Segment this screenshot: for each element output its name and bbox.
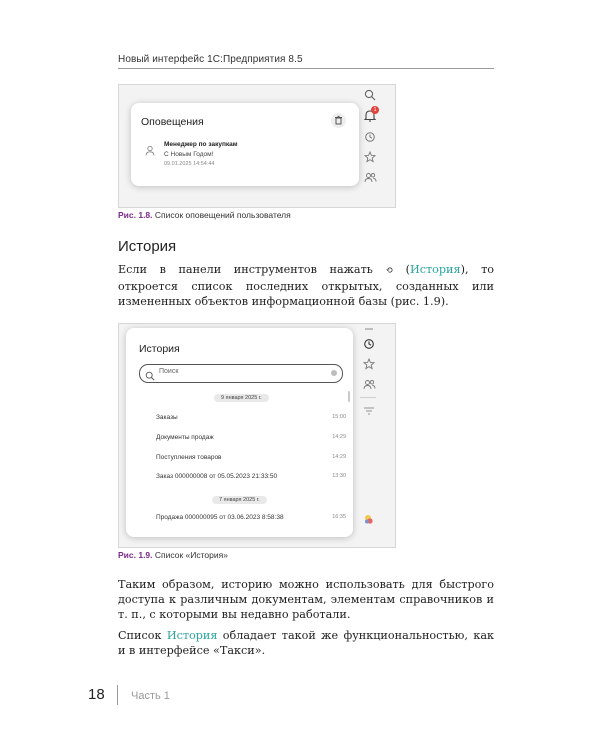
header-rule xyxy=(118,68,494,69)
notification-badge: 1 xyxy=(371,106,379,114)
paragraph-2: Таким образом, историю можно использовать для быстрого доступа к различным документам, элементам справочников и т. п., с которыми вы недавно работали. xyxy=(118,578,494,621)
panel-title: Оповещения xyxy=(141,116,204,128)
history-item-name: Продажа 000000095 от 03.06.2023 8:58:38 xyxy=(156,514,284,521)
paragraph-text: обладает такой же функциональностью, как и в интерфейсе «Такси». xyxy=(118,629,494,657)
notification-datetime: 09.01.2025 14:54:44 xyxy=(164,161,215,167)
figure-notifications xyxy=(118,84,396,208)
caption-text: Список оповещений пользователя xyxy=(152,210,291,220)
figure-caption-1 xyxy=(118,210,291,220)
search-icon[interactable] xyxy=(363,89,377,104)
history-item-time: 14:29 xyxy=(332,434,346,440)
history-item-name: Документы продаж xyxy=(156,434,214,441)
notifications-panel xyxy=(131,103,359,186)
trash-icon[interactable] xyxy=(331,113,346,128)
search-input-placeholder: Поиск xyxy=(159,368,179,375)
caption-label: Рис. 1.9. xyxy=(118,550,153,560)
star-icon[interactable] xyxy=(362,358,376,373)
notification-message: С Новым Годом! xyxy=(164,151,214,158)
history-inline-icon: ⟲ xyxy=(385,266,393,276)
user-icon xyxy=(145,143,155,161)
figure-history xyxy=(118,323,396,548)
panel-title: История xyxy=(139,343,180,355)
search-icon xyxy=(145,368,155,386)
history-item-name: Заказ 000000008 от 05.05.2023 21:33:50 xyxy=(156,473,278,480)
history-item-name: Заказы xyxy=(156,414,178,421)
page-number: 18 xyxy=(88,686,105,703)
paragraph-text: ( xyxy=(393,263,410,276)
section-heading: История xyxy=(118,238,177,255)
paragraph-1 xyxy=(118,262,494,309)
history-item-time: 14:29 xyxy=(332,454,346,460)
paragraph-text: ), то откроется список последних открытых, созданных или измененных объектов информационной базы (рис. 1.9). xyxy=(118,263,495,308)
users-icon[interactable] xyxy=(362,379,376,393)
search-field[interactable] xyxy=(139,364,343,383)
history-item[interactable] xyxy=(156,454,346,466)
date-separator: 7 января 2025 г. xyxy=(212,496,267,504)
history-item-time: 13:30 xyxy=(332,473,346,479)
caption-label: Рис. 1.8. xyxy=(118,210,153,220)
paragraph-text: Список xyxy=(118,629,167,642)
history-item[interactable] xyxy=(156,414,346,426)
running-header: Новый интерфейс 1С:Предприятия 8.5 xyxy=(118,54,303,65)
partial-top-icon xyxy=(362,323,376,334)
toolbar-divider xyxy=(360,397,376,398)
users-icon[interactable] xyxy=(363,172,377,186)
history-item-name: Поступления товаров xyxy=(156,454,222,461)
history-link[interactable]: История xyxy=(166,629,218,642)
history-item-time: 16:35 xyxy=(332,514,346,520)
star-icon[interactable] xyxy=(363,151,377,166)
part-label: Часть 1 xyxy=(131,690,170,702)
clear-icon[interactable] xyxy=(331,370,337,376)
footer-divider xyxy=(117,685,118,705)
history-icon[interactable] xyxy=(362,338,376,353)
history-link[interactable]: История xyxy=(409,263,461,276)
caption-text: Список «История» xyxy=(152,550,228,560)
history-item[interactable] xyxy=(156,514,346,526)
notification-sender[interactable]: Менеджер по закупкам xyxy=(164,141,238,148)
scrollbar[interactable] xyxy=(348,391,350,402)
history-panel xyxy=(126,328,353,537)
history-item[interactable] xyxy=(156,473,346,485)
filter-icon[interactable] xyxy=(362,405,376,419)
avatar-icon[interactable] xyxy=(363,512,375,530)
history-icon[interactable] xyxy=(363,131,377,146)
figure-caption-2 xyxy=(118,550,228,560)
history-item-time: 15:00 xyxy=(332,414,346,420)
paragraph-3 xyxy=(118,628,494,658)
date-separator: 9 января 2025 г. xyxy=(214,394,269,402)
history-item[interactable] xyxy=(156,434,346,446)
paragraph-text: Если в панели инструментов нажать xyxy=(118,263,386,276)
